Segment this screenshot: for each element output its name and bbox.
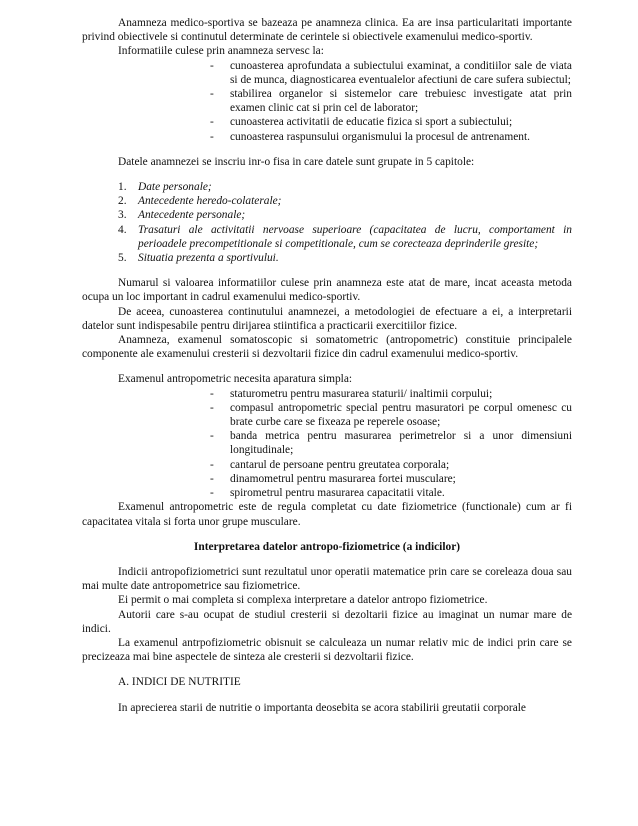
list-text: Antecedente personale; bbox=[138, 209, 246, 222]
list-text: Date personale; bbox=[138, 181, 212, 194]
list-text: Antecedente heredo-colaterale; bbox=[138, 195, 282, 208]
list-item bbox=[118, 180, 572, 194]
list-item bbox=[118, 194, 572, 208]
paragraph-indices-def: Indicii antropofiziometrici sunt rezultatul unor operatii matematice prin care se coreleaza doua sau mai multe date antropometrice sau fiziometrice. bbox=[82, 565, 572, 593]
paragraph-chapters-intro: Datele anamnezei se inscriu inr-o fisa in care datele sunt grupate in 5 capitole: bbox=[118, 155, 475, 168]
paragraph-authors: Autorii care s-au ocupat de studiul cresterii si dezoltarii fizice au imaginat un numar mare de indici. bbox=[82, 608, 572, 635]
list-number: 2. bbox=[118, 195, 127, 208]
list-number: 5. bbox=[118, 252, 127, 265]
list-item: - stabilirea organelor si sistemelor care trebuiesc investigate atat prin examen clinic cat si prin cel de laborator; bbox=[210, 87, 572, 115]
equipment-list bbox=[82, 387, 572, 501]
paragraph-importance: De aceea, cunoasterea continutului anamnezei, a metodologiei de efectuare a ei, a interpretarii datelor sunt indispesabile pentru dirijarea stiintifica a practicarii exercitiilor fizice. bbox=[82, 305, 572, 332]
paragraph-info-value: Numarul si valoarea informatiilor culese prin anamneza este atat de mare, incat aceasta metoda ocupa un loc important in cadrul examenului medico-sportiv. bbox=[82, 277, 572, 304]
chapters-list bbox=[82, 180, 572, 265]
list-item bbox=[118, 251, 572, 265]
paragraph-nutrition: In aprecierea starii de nutritie o importanta deosebita se acora stabilirii greutatii corporale bbox=[118, 701, 526, 714]
list-number: 4. bbox=[118, 223, 127, 236]
list-text: Situatia prezenta a sportivului. bbox=[138, 252, 279, 265]
list-item: - spirometrul pentru masurarea capacitatii vitale. bbox=[210, 486, 572, 500]
list-item: - compasul antropometric special pentru masuratori pe corpul omenesc cu brate curbe care se fixeaza pe reperele osoase; bbox=[210, 401, 572, 429]
list-item: - dinamometrul pentru masurarea fortei musculare; bbox=[210, 472, 572, 486]
document-page bbox=[82, 16, 572, 715]
list-item bbox=[118, 208, 572, 222]
paragraph-components: Anamneza, examenul somatoscopic si somatometric (antropometric) constituie principalele componente ale examenului cresterii si dezvoltarii fizice din cadrul examenului medico-sportiv. bbox=[82, 334, 572, 361]
paragraph-physiometric: Examenul antropometric este de regula completat cu date fiziometrice (functionale) cum ar fi capacitatea vitala si forta unor grupe musculare. bbox=[82, 501, 572, 528]
list-item: - cunoasterea aprofundata a subiectului examinat, a conditiilor sale de viata si de munca, diagnosticarea eventualelor afectiuni de care sufera subiectul; bbox=[210, 59, 572, 87]
paragraph-interpretation: Ei permit o mai completa si complexa interpretare a datelor antropo fiziometrice. bbox=[118, 594, 488, 607]
list-item: - cunoasterea activitatii de educatie fizica si sport a subiectului; bbox=[210, 115, 572, 129]
anamnesis-purpose-list bbox=[82, 59, 572, 144]
subsection-heading: A. INDICI DE NUTRITIE bbox=[118, 676, 241, 689]
paragraph-intro: Anamneza medico-sportiva se bazeaza pe anamneza clinica. Ea are insa particularitati importante privind obiectivele si continutul determinate de cerintele si obiectivele examenului medico-sportiv. bbox=[82, 17, 572, 44]
list-item: - cantarul de persoane pentru greutatea corporala; bbox=[210, 458, 572, 472]
paragraph-info-purpose: Informatiile culese prin anamneza servesc la: bbox=[118, 45, 324, 58]
list-item bbox=[118, 223, 572, 251]
list-number: 1. bbox=[118, 181, 127, 194]
list-item: - cunoasterea raspunsului organismului la procesul de antrenament. bbox=[210, 130, 572, 144]
list-item: - banda metrica pentru masurarea perimetrelor si a unor dimensiuni longitudinale; bbox=[210, 429, 572, 457]
list-item: - staturometru pentru masurarea staturii/ inaltimii corpului; bbox=[210, 387, 572, 401]
list-text: Trasaturi ale activitatii nervoase superioare (capacitatea de lucru, comportament in perioadele precompetitionale si competitionale, cum se corecteaza deprinderile gresite; bbox=[138, 223, 572, 250]
paragraph-usual-exam: La examenul antrpofiziometric obisnuit se calculeaza un numar relativ mic de indici prin care se precizeaza mai bine aspectele de sinteza ale cresterii si dezvoltarii fizice. bbox=[82, 636, 572, 664]
paragraph-equipment-intro: Examenul antropometric necesita aparatura simpla: bbox=[118, 373, 353, 386]
list-number: 3. bbox=[118, 209, 127, 222]
section-heading: Interpretarea datelor antropo-fiziometrice (a indicilor) bbox=[193, 540, 461, 553]
